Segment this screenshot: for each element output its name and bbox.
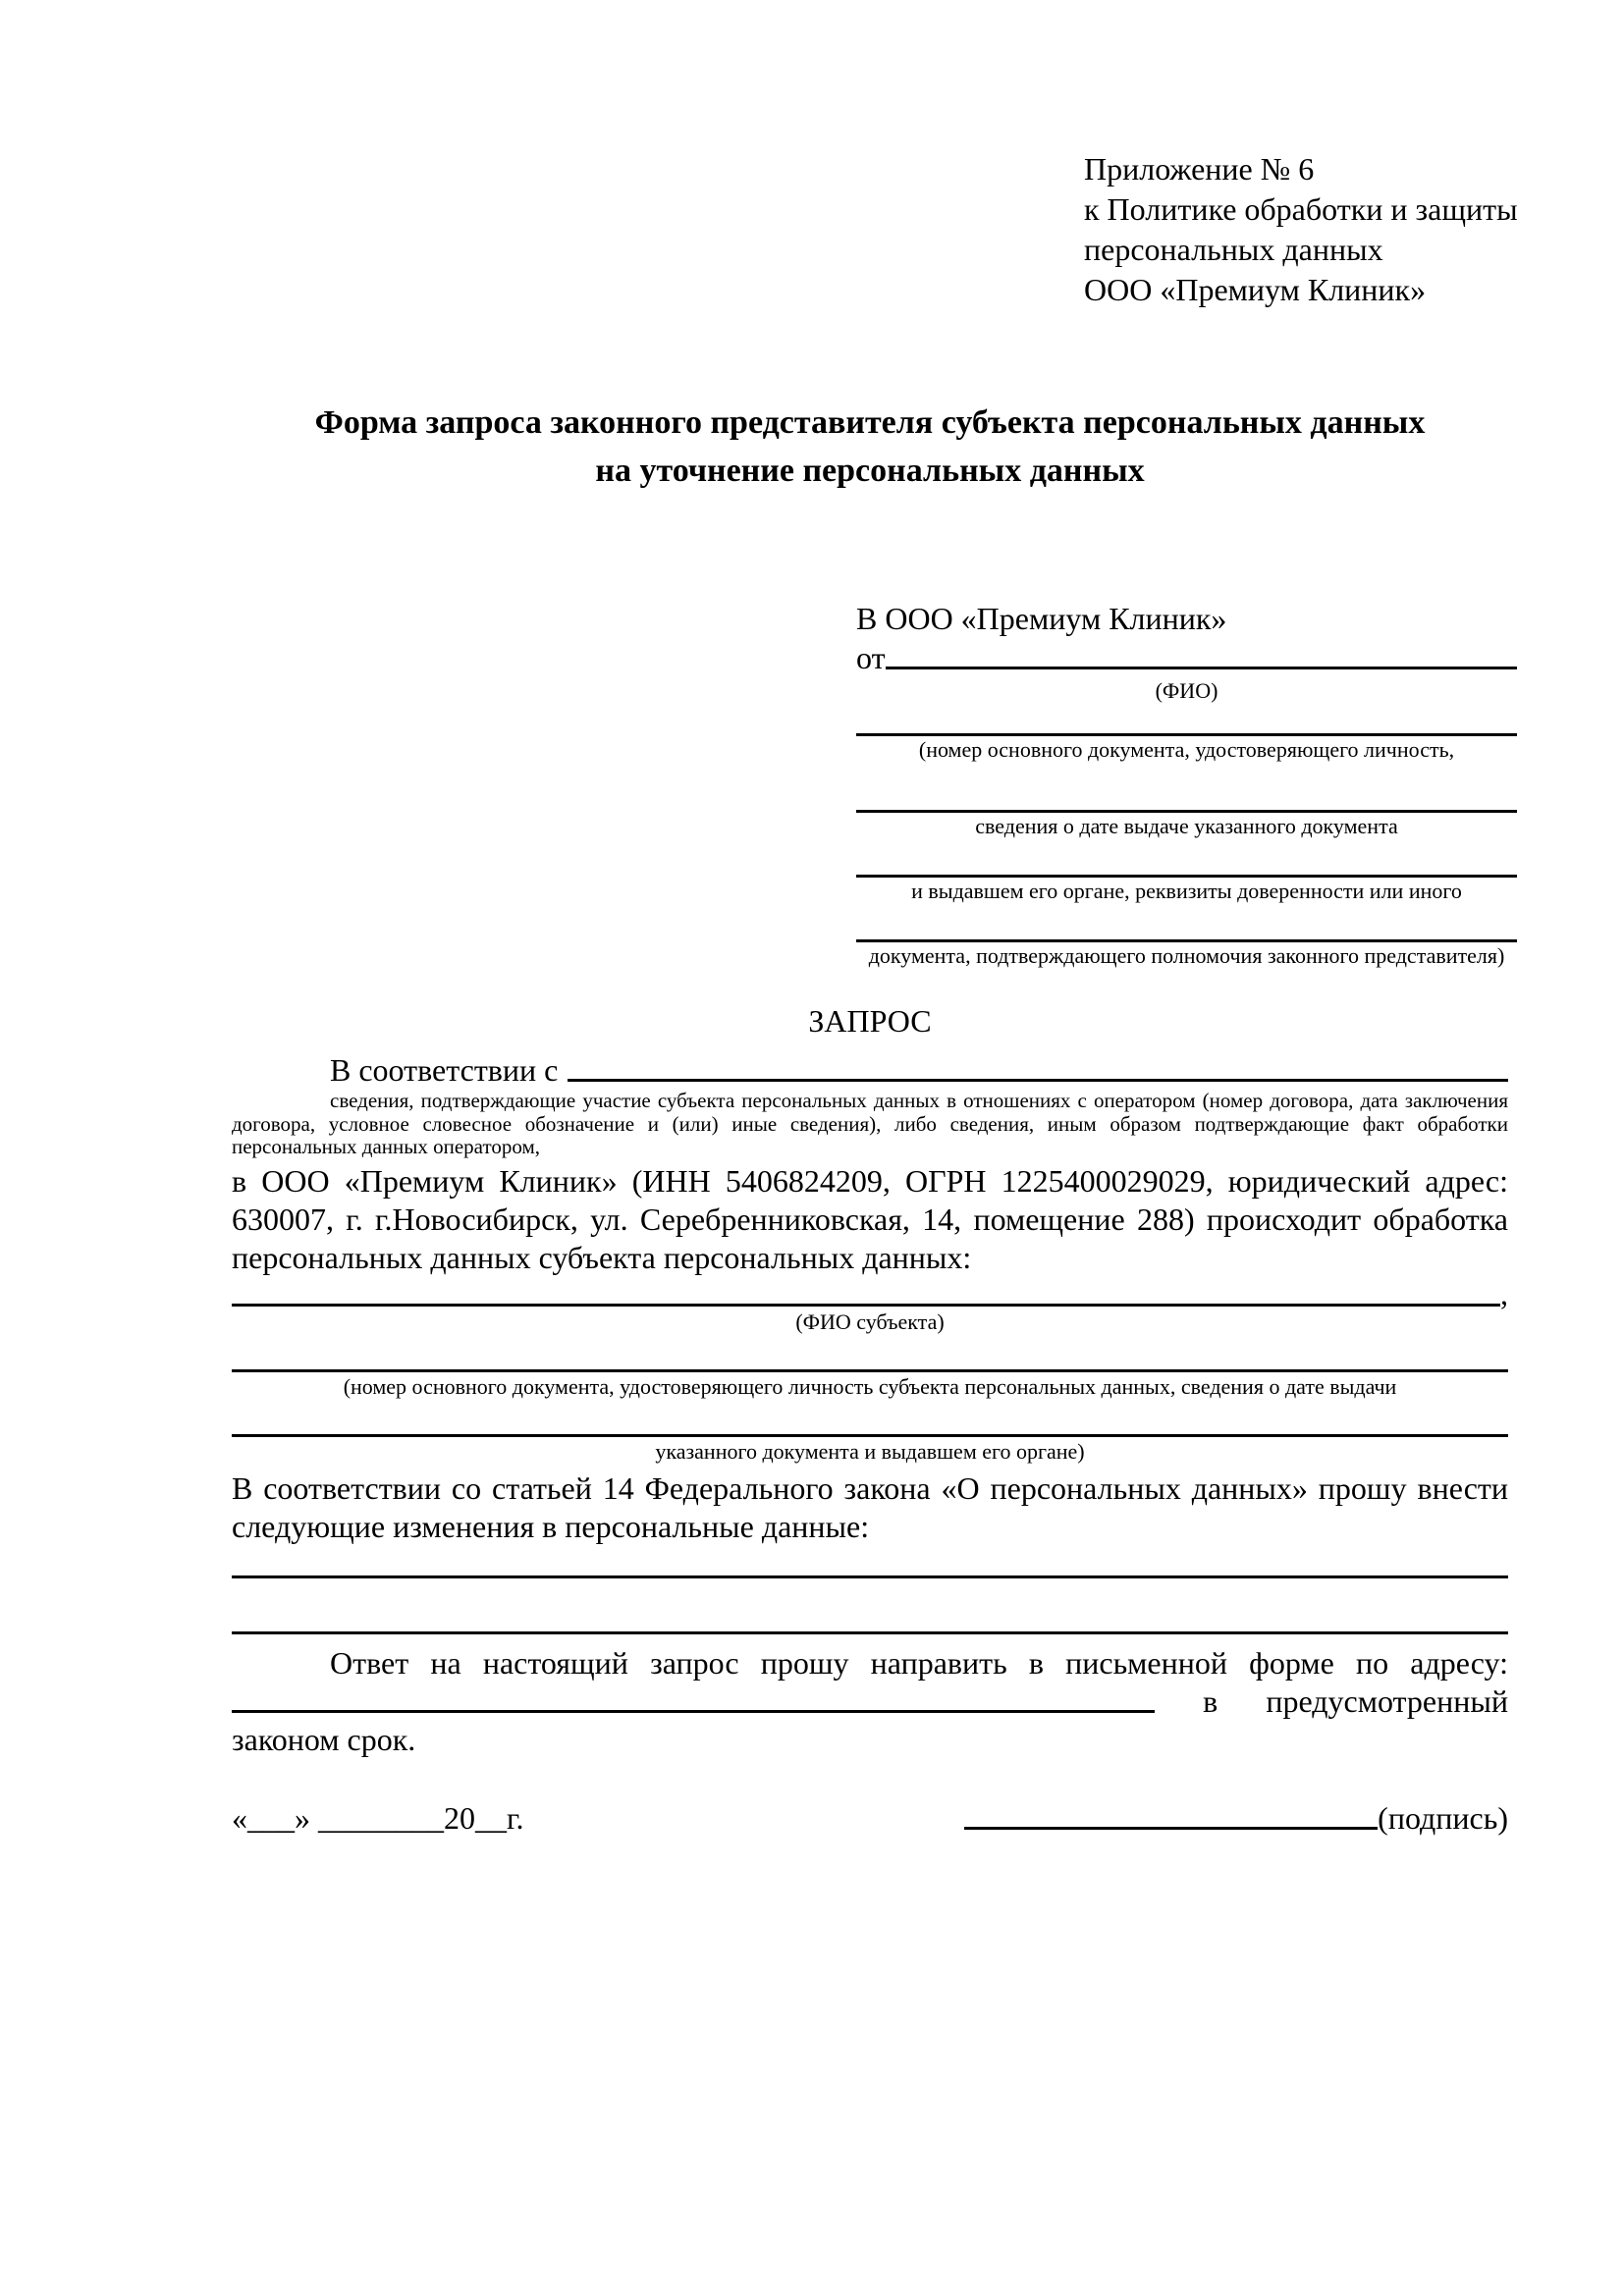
doc-write-line-3 (856, 875, 1517, 878)
form-title-line-2: на уточнение персональных данных (595, 453, 1145, 489)
doc-write-line-1 (856, 733, 1517, 736)
signature-write-line (964, 1798, 1378, 1830)
fio-caption: (ФИО) (1155, 678, 1218, 703)
appendix-note-line: ООО «Премиум Клиник» (1084, 272, 1427, 307)
signature-caption: (подпись) (1378, 1799, 1508, 1836)
subject-doc-write-line-1 (232, 1369, 1508, 1372)
doc-caption-3: и выдавшем его органе, реквизиты доверенности или иного (911, 879, 1462, 903)
subject-fio-row (232, 1277, 1508, 1310)
addressee-block (856, 599, 1517, 967)
doc-write-line-2 (856, 810, 1517, 813)
basis-fine-print: сведения, подтверждающие участие субъекта персональных данных в отношениях с оператором (номер договора, дата заключения договора, условное словесное обозначение и (или) иные сведения), либо сведения, иным образом подтверждающие факт обработки персональных данных оператором, (232, 1089, 1508, 1158)
appendix-note-line: персональных данных (1084, 232, 1383, 267)
appendix-note-line: к Политике обработки и защиты (1084, 191, 1518, 227)
answer-intro-line: Ответ на настоящий запрос прошу направить в письменной форме по адресу: (330, 1644, 1508, 1681)
signature-group (964, 1798, 1508, 1838)
addressee-from-row (856, 638, 1517, 677)
subject-line-comma: , (1500, 1275, 1508, 1311)
from-label: от (856, 640, 886, 675)
law-paragraph: В соответствии со статьей 14 Федерального закона «О персональных данных» прошу внести следующие изменения в персональные данные: (232, 1469, 1508, 1544)
request-body (232, 1003, 1508, 1838)
form-title (232, 399, 1508, 495)
address-write-line (232, 1682, 1155, 1713)
subject-doc-caption-1: (номер основного документа, удостоверяющего личность субъекта персональных данных, сведения о дате выдачи (343, 1373, 1397, 1399)
basis-label: В соответствии с (330, 1052, 559, 1088)
answer-tail: законом срок. (232, 1721, 416, 1757)
doc-caption-1: (номер основного документа, удостоверяющего личность, (918, 737, 1455, 762)
basis-row (232, 1050, 1508, 1090)
subject-fio-caption: (ФИО субъекта) (795, 1308, 945, 1334)
subject-doc-caption-2: указанного документа и выдавшем его органе) (655, 1438, 1085, 1464)
subject-doc-write-line-2 (232, 1434, 1508, 1437)
appendix-note-line: Приложение № 6 (1084, 151, 1315, 187)
basis-write-line (568, 1050, 1508, 1082)
operator-paragraph: в ООО «Премиум Клиник» (ИНН 5406824209, ОГРН 1225400029029, юридический адрес: 630007, г. г.Новосибирск, ул. Серебренниковская, 14, помещение 288) происходит обработка персональных данных субъекта персональных данных: (232, 1162, 1508, 1275)
addressee-to: В ООО «Премиум Клиник» (856, 601, 1227, 636)
answer-word-v: в (1203, 1682, 1218, 1719)
changes-write-line-1 (232, 1575, 1508, 1578)
doc-caption-4: документа, подтверждающего полномочия законного представителя) (868, 943, 1505, 968)
form-title-line-1: Форма запроса законного представителя субъекта персональных данных (314, 404, 1426, 441)
doc-write-line-4 (856, 939, 1517, 942)
appendix-note (1084, 149, 1518, 310)
answer-word-predusmotrennyj: предусмотренный (1266, 1682, 1508, 1719)
answer-address-row (232, 1682, 1508, 1721)
date-placeholder: «___» ________20__г. (232, 1799, 524, 1836)
subject-fio-write-line (232, 1277, 1500, 1307)
changes-write-line-2 (232, 1631, 1508, 1634)
fio-write-line (886, 638, 1517, 669)
doc-caption-2: сведения о дате выдаче указанного документа (975, 814, 1398, 838)
date-signature-row (232, 1798, 1508, 1838)
request-heading: ЗАПРОС (808, 1003, 932, 1039)
